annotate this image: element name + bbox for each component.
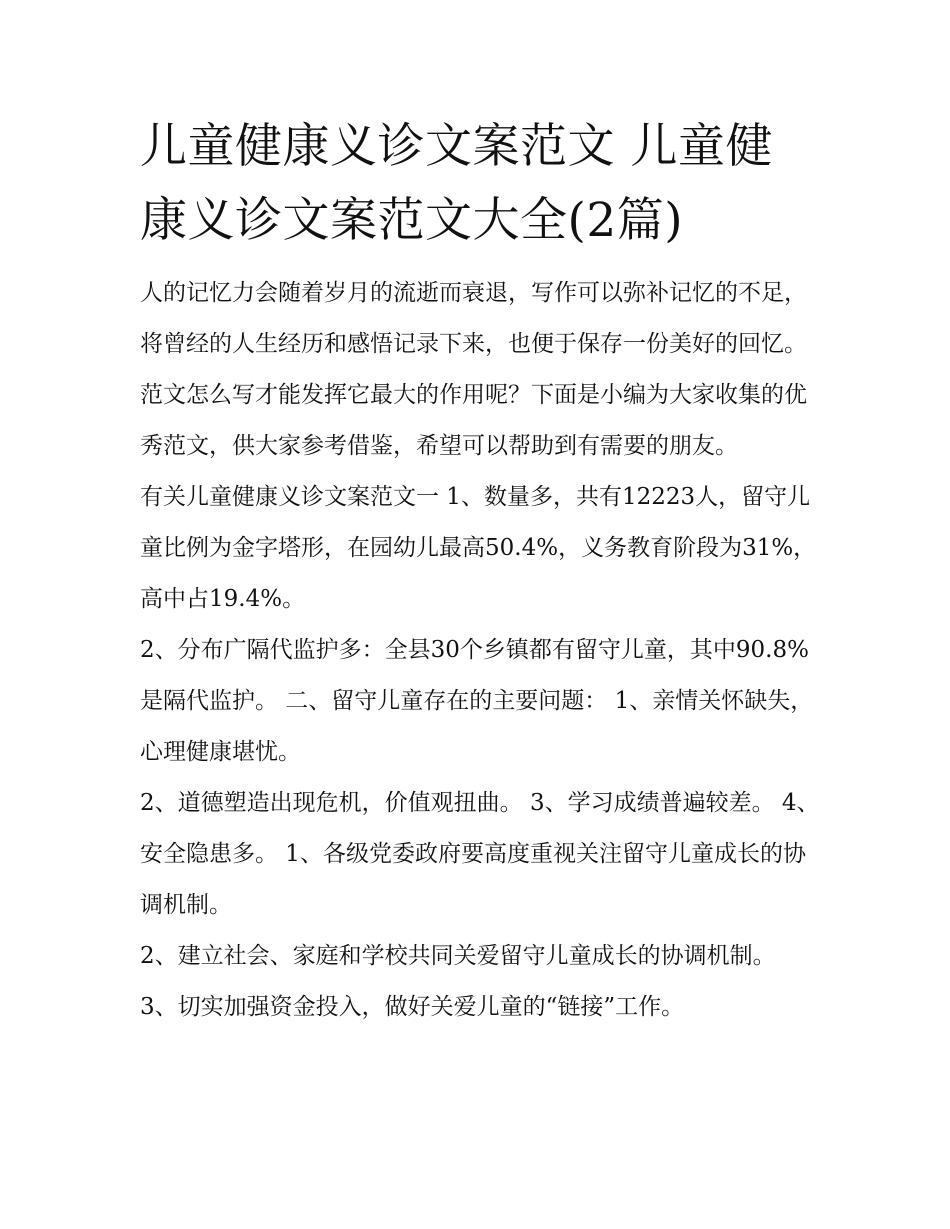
document-title: 儿童健康义诊文案范文 儿童健康义诊文案范文大全(2篇) [140,119,773,248]
document-body [140,268,820,1033]
paragraph-3: 2、道德塑造出现危机，价值观扭曲。 3、学习成绩普遍较差。 4、安全隐患多。 1、各级党委政府要高度重视关注留守儿童成长的协调机制。 [140,790,820,918]
paragraph-4: 2、建立社会、家庭和学校共同关爱留守儿童成长的协调机制。 3、切实加强资金投入，做好关爱儿童的“链接”工作。 [140,943,776,1020]
paragraph-2: 2、分布广隔代监护多：全县30个乡镇都有留守儿童，其中90.8%是隔代监护。 二、留守儿童存在的主要问题： 1、亲情关怀缺失，心理健康堪忧。 [140,637,814,765]
paragraph-1: 有关儿童健康义诊文案范文一 1、数量多，共有12223人，留守儿童比例为金字塔形，在园幼儿最高50.4%，义务教育阶段为31%，高中占19.4%。 [140,484,817,612]
paragraph-intro: 人的记忆力会随着岁月的流逝而衰退，写作可以弥补记忆的不足，将曾经的人生经历和感悟记录下来，也便于保存一份美好的回忆。范文怎么写才能发挥它最大的作用呢？下面是小编为大家收集的优秀范文，供大家参考借鉴，希望可以帮助到有需要的朋友。 [140,280,807,459]
document-page [140,110,820,1033]
